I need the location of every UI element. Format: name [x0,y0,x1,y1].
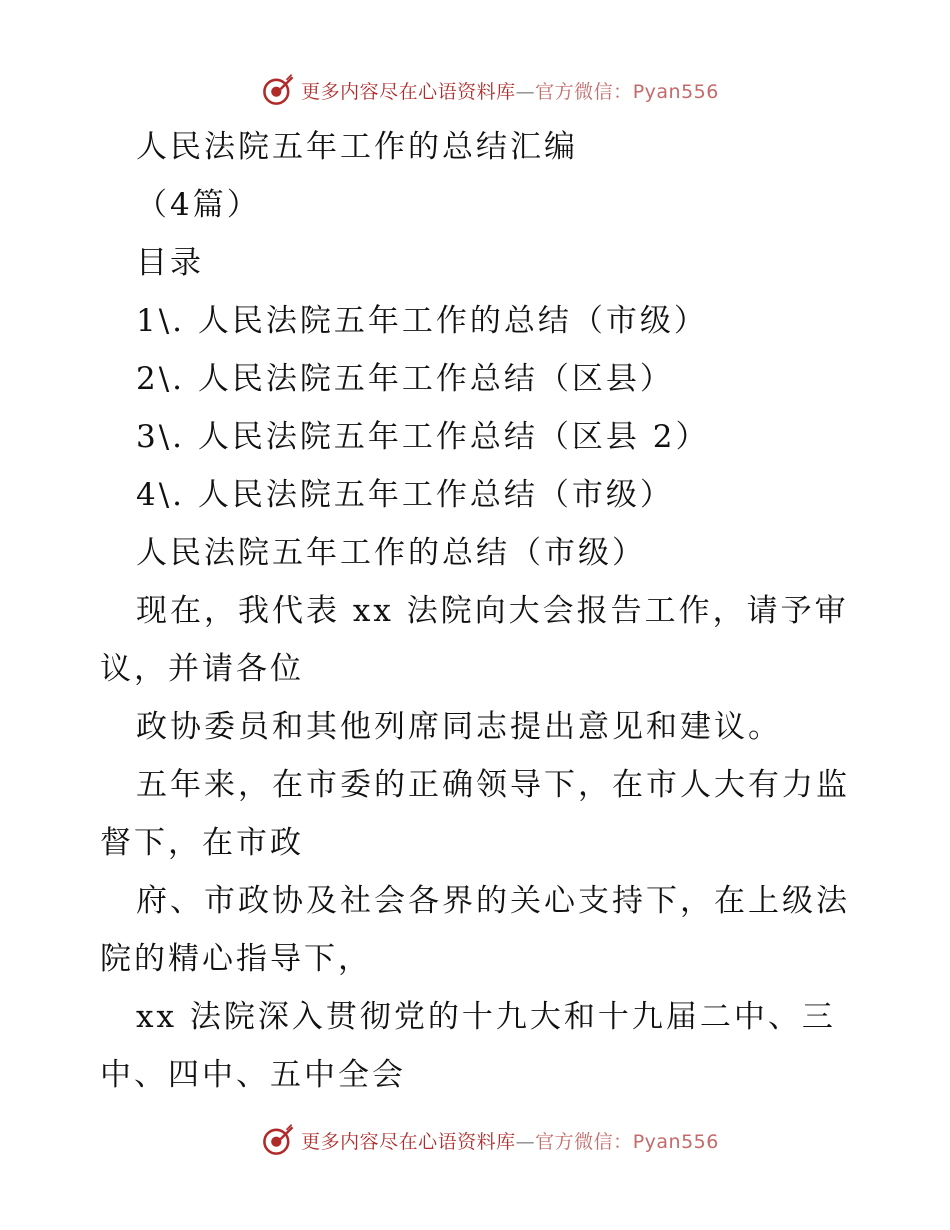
header-banner [0,70,950,110]
banner-slogan: 更多内容尽在心语资料库 [301,1130,516,1153]
document-subtitle: （4篇） [136,187,261,223]
banner-wechat-label: 官方微信： [535,80,633,103]
document-body [100,118,860,1104]
banner-wechat-label: 官方微信： [535,1130,633,1153]
banner-content [261,73,719,107]
banner-wechat-id: Pyan556 [632,80,719,103]
banner-text [301,1127,719,1154]
paragraph-line: 中、四中、五中全会 [100,1057,406,1093]
footer-banner [0,1120,950,1160]
paragraph-line: 五年来，在市委的正确领导下，在市人大有力监 [136,767,850,803]
toc-item-3: 3\. 人民法院五年工作总结（区县 2） [136,419,710,455]
paragraph-line: 府、市政协及社会各界的关心支持下，在上级法 [136,883,850,919]
banner-dash: — [515,80,536,103]
toc-item-4: 4\. 人民法院五年工作总结（市级） [136,477,674,513]
paragraph-line: 现在，我代表 xx 法院向大会报告工作，请予审 [136,593,849,629]
banner-text [301,77,719,104]
banner-slogan: 更多内容尽在心语资料库 [301,80,516,103]
banner-dash: — [515,1130,536,1153]
section-title: 人民法院五年工作的总结（市级） [136,535,646,571]
quill-pen-logo-icon [261,73,295,107]
toc-item-2: 2\. 人民法院五年工作总结（区县） [136,361,674,397]
paragraph-line: 督下，在市政 [100,825,304,861]
paragraph-line: 议，并请各位 [100,651,304,687]
paragraph-line: 院的精心指导下， [100,941,372,977]
quill-pen-logo-icon [261,1123,295,1157]
paragraph-line: 政协委员和其他列席同志提出意见和建议。 [136,709,782,745]
paragraph-line: xx 法院深入贯彻党的十九大和十九届二中、三 [136,999,836,1035]
document-title: 人民法院五年工作的总结汇编 [136,129,578,165]
toc-item-1: 1\. 人民法院五年工作的总结（市级） [136,303,708,339]
banner-content [261,1123,719,1157]
toc-heading: 目录 [136,245,204,281]
banner-wechat-id: Pyan556 [632,1130,719,1153]
